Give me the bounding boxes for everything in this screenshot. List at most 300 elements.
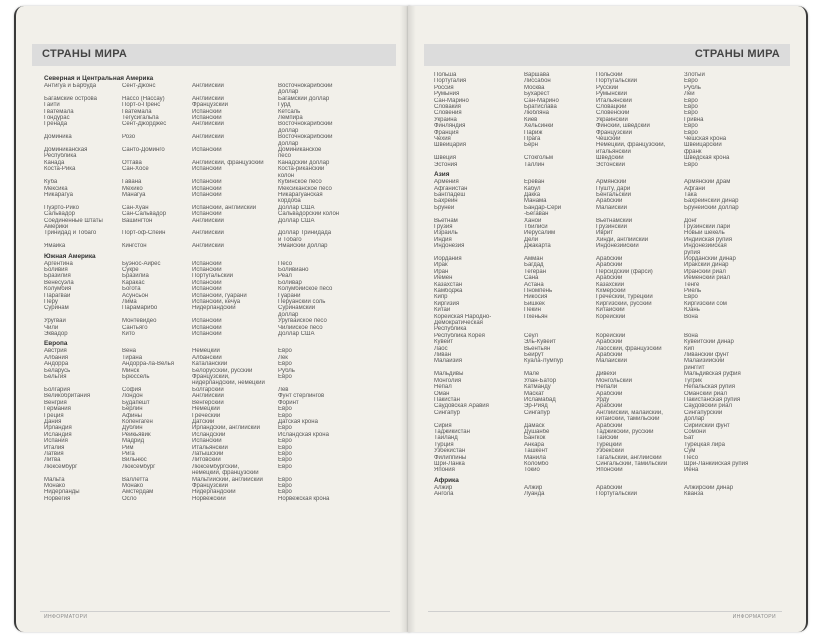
currency-name: Пакистанская рупия (684, 396, 741, 403)
country-name: Оман (434, 390, 450, 397)
language-name: Русский (596, 84, 619, 91)
capital-name: Порт-оф-Спейн (122, 230, 166, 237)
country-name: Тринидад и Тобаго (44, 230, 97, 237)
country-row (44, 496, 384, 502)
capital-name: Дакка (524, 191, 541, 198)
currency-name: Восточнокарибский (278, 134, 333, 141)
currency-name: Гурд (278, 102, 291, 109)
currency-name: Песо (278, 260, 293, 267)
language-name: итальянский (596, 148, 631, 155)
country-name: Андорра (44, 361, 69, 368)
currency-name: доллар (684, 416, 705, 423)
language-name: Пушту, дари (596, 185, 631, 192)
country-name: Чехия (434, 136, 451, 143)
language-name: Испанский (192, 147, 222, 154)
language-name: Корейский (596, 313, 626, 320)
language-name: Каталанский (192, 361, 228, 368)
capital-name: Любляна (524, 110, 550, 117)
currency-name: Вона (684, 313, 698, 320)
capital-name: Бишкек (524, 300, 545, 307)
currency-name: Евро (278, 482, 292, 489)
capital-name: Вена (122, 348, 136, 355)
currency-name: Евро (278, 348, 292, 355)
footer-rule (428, 611, 782, 612)
country-name: Йемен (434, 275, 453, 282)
country-name: Ирак (434, 262, 448, 269)
currency-name: Евро (278, 374, 292, 381)
language-name: Испанский, кечуа (192, 299, 241, 305)
currency-name: Датская крона (278, 418, 318, 425)
currency-name: Лемпира (278, 115, 303, 122)
country-row (44, 243, 384, 249)
currency-name: Боливар (278, 279, 302, 286)
page-footer: ИНФОРМАТОРИ (44, 614, 88, 620)
capital-name: Манама (524, 198, 547, 205)
currency-name: Евро (278, 444, 292, 451)
currency-name: Евро (278, 489, 292, 496)
language-name: Испанский (192, 166, 222, 173)
capital-name: Вьентьян (524, 345, 551, 352)
language-name: Узбекский (596, 448, 624, 455)
country-name: Нидерланды (44, 489, 80, 496)
currency-name: песо (278, 153, 291, 160)
country-name: Суринам (44, 305, 69, 312)
language-name: Немецкий, французский, (596, 142, 666, 149)
country-name: Иран (434, 268, 449, 275)
language-name: Испанский (192, 318, 222, 325)
region-heading: Европа (44, 340, 68, 348)
country-name: Китай (434, 307, 451, 314)
capital-name: Амстердам (122, 489, 154, 496)
currency-name: Така (684, 191, 697, 198)
capital-name: Астана (524, 281, 544, 288)
capital-name: Ереван (524, 179, 545, 186)
currency-name: Бахрейнский динар (684, 198, 739, 205)
country-name: Польша (434, 72, 457, 78)
capital-name: Манагуа (122, 191, 146, 198)
language-name: Армянский (596, 179, 627, 186)
country-name: Эстония (434, 161, 458, 168)
capital-name: Гватемала (122, 108, 152, 115)
currency-name: Гривна (684, 116, 704, 123)
language-name: Испанский (192, 211, 222, 218)
country-name: Латвия (44, 450, 64, 457)
language-name: Монгольский (596, 377, 632, 384)
country-name: Норвегия (44, 495, 71, 502)
country-name: Швеция (434, 155, 456, 162)
left-page-content (44, 72, 384, 502)
country-name: Эквадор (44, 331, 68, 338)
capital-name: Душанбе (524, 428, 550, 435)
currency-name: Лев (278, 386, 289, 393)
capital-name: Монако (122, 482, 144, 489)
language-name: Английский (192, 95, 224, 102)
capital-name: Куала-Лумпур (524, 358, 564, 365)
capital-name: Алжир (524, 484, 543, 491)
capital-name: Луанда (524, 491, 545, 498)
region-heading: Азия (434, 171, 450, 179)
currency-name: Багамский доллар (278, 95, 330, 102)
currency-name: Никарагуанская (278, 191, 323, 198)
language-name: Эстонский (596, 161, 625, 168)
right-page-content (434, 72, 784, 498)
capital-name: Кингстон (122, 243, 147, 250)
currency-name: Новый шекель (684, 230, 725, 237)
capital-name: Санто-Доминго (122, 147, 165, 154)
language-name: Французский (192, 102, 228, 109)
language-name: Английский (192, 83, 224, 89)
language-name: немецкий, французский (192, 470, 259, 477)
header-band (424, 44, 790, 66)
language-name: Итальянский (192, 444, 228, 451)
capital-name: Минск (122, 367, 140, 374)
currency-name: Евро (684, 97, 698, 104)
language-name: Португальский (192, 273, 234, 280)
country-name: Мексика (44, 185, 68, 192)
currency-name: Кетсаль (278, 108, 301, 115)
country-name: Куба (44, 179, 58, 186)
language-name: Испанский (192, 179, 222, 186)
country-name: Доминика (44, 134, 72, 141)
language-name: Непали (596, 384, 618, 391)
capital-name: Буэнос-Айрес (122, 260, 161, 267)
country-name: Ямайка (44, 243, 66, 250)
currency-name: Йеменский риал (684, 275, 730, 282)
language-name: Испанский (192, 191, 222, 198)
language-name: Киргизский, русский (596, 300, 652, 307)
language-name: Словацкий (596, 104, 627, 111)
capital-name: Монтевидео (122, 318, 157, 325)
country-name: Киргизия (434, 300, 460, 307)
language-name: Албанский (192, 354, 222, 361)
capital-name: Хельсинки (524, 123, 554, 130)
capital-name: Сантьяго (122, 324, 148, 331)
country-name: Республика Корея (434, 332, 485, 339)
currency-name: Доллар США (278, 204, 315, 211)
country-name: Ангола (434, 491, 454, 498)
country-name: Грузия (434, 223, 453, 230)
currency-name: Евро (278, 457, 292, 464)
country-name: Непал (434, 384, 452, 391)
currency-name: Суринамский (278, 305, 316, 312)
capital-name: Асунсьон (122, 292, 149, 299)
language-name: Арабский (596, 255, 623, 262)
language-name: Нидерландский (192, 489, 236, 496)
currency-name: Рубль (278, 367, 295, 374)
country-name: Никарагуа (44, 191, 73, 198)
right-page (408, 6, 808, 632)
capital-name: Иерусалим (524, 230, 556, 237)
language-name: Арабский (596, 422, 623, 429)
capital-name: Бухарест (524, 91, 550, 98)
country-row (44, 331, 384, 337)
country-row (434, 491, 784, 497)
country-name: Япония (434, 467, 455, 474)
region-heading: Южная Америка (44, 252, 96, 260)
capital-name: Дели (524, 236, 539, 243)
capital-name: Токио (524, 467, 540, 474)
language-name: Арабский (596, 275, 623, 282)
country-name: Вьетнам (434, 217, 458, 224)
capital-name: Манила (524, 454, 546, 461)
country-name: Сальвадор (44, 211, 75, 218)
language-name: Тагальский, английский (596, 454, 662, 461)
country-name: Гренада (44, 121, 68, 128)
currency-name: Армянский драм (684, 179, 731, 186)
country-name: Монако (44, 482, 66, 489)
currency-name: и Тобаго (278, 236, 302, 243)
language-name: Финский, шведский (596, 123, 650, 130)
country-name: Австрия (44, 348, 67, 355)
currency-name: Евро (684, 129, 698, 136)
capital-name: Лиссабон (524, 78, 551, 85)
language-name: Урду (596, 396, 610, 403)
country-name: Швейцария (434, 142, 467, 149)
capital-name: Копенгаген (122, 418, 153, 425)
country-name: Антигуа и Барбуда (44, 83, 97, 89)
language-name: Английский (192, 121, 224, 128)
country-name: Саудовская Аравия (434, 403, 489, 410)
language-name: Мальтийский, английский (192, 476, 263, 483)
capital-name: Афины (122, 412, 142, 419)
language-name: Английский, малайский, (596, 409, 663, 416)
capital-name: Розо (122, 134, 136, 141)
capital-name: Исламабад (524, 396, 556, 403)
country-name: Казахстан (434, 281, 463, 288)
language-name: Немецкий (192, 348, 220, 355)
language-name: Чешский (596, 136, 621, 143)
language-name: Арабский (596, 339, 623, 346)
book-gutter (400, 6, 416, 632)
currency-name: Индийская рупия (684, 236, 732, 243)
capital-name: Маскат (524, 390, 545, 397)
capital-name: Будапешт (122, 399, 150, 406)
country-name: Армения (434, 179, 459, 186)
currency-name: Лей (684, 91, 695, 98)
country-name: Пакистан (434, 396, 460, 403)
currency-name: Лек (278, 354, 288, 361)
language-name: Бенгальский (596, 191, 631, 198)
language-name: Арабский (596, 484, 623, 491)
capital-name: Сент-Джорджес (122, 121, 167, 128)
country-name: Сирия (434, 422, 452, 429)
capital-name: Эр-Рияд (524, 403, 548, 410)
currency-name: Уругвайское песо (278, 318, 327, 325)
country-name: Сингапур (434, 409, 460, 416)
country-name: Филиппины (434, 454, 467, 461)
capital-name: Мехико (122, 185, 143, 192)
capital-name: Порт-о-Пренс (122, 102, 161, 109)
currency-name: доллар (278, 89, 299, 96)
capital-name: Пекин (524, 307, 541, 314)
country-name: Доминиканская (44, 147, 88, 154)
capital-name: Сент-Джонс (122, 83, 156, 89)
language-name: Английский (192, 393, 224, 400)
capital-name: Москва (524, 84, 545, 91)
capital-name: Валлетта (122, 476, 149, 483)
country-name: Португалия (434, 78, 467, 85)
currency-name: Перуанский соль (278, 299, 326, 305)
currency-name: Реал (278, 273, 292, 280)
capital-name: Тирана (122, 354, 143, 361)
language-name: Вьетнамский (596, 217, 633, 224)
currency-name: Алжирский динар (684, 484, 734, 491)
capital-name: Бандар-Сери (524, 204, 562, 211)
language-name: Испанский (192, 438, 222, 445)
country-name: Россия (434, 84, 454, 91)
capital-name: Богота (122, 286, 141, 293)
currency-name: Ямайский доллар (278, 243, 328, 250)
language-name: Лаосский, французский (596, 345, 662, 352)
currency-name: Форинт (278, 399, 299, 406)
currency-name: Колумбийское песо (278, 286, 333, 293)
capital-name: Андорра-ла-Велья (122, 361, 175, 368)
currency-name: Чешская крона (684, 136, 727, 143)
language-name: Французский, (192, 374, 230, 381)
language-name: Испанский (192, 279, 222, 286)
currency-name: Евро (278, 476, 292, 483)
currency-name: Евро (684, 123, 698, 130)
capital-name: Сана (524, 275, 539, 282)
country-name: Аргентина (44, 260, 73, 267)
capital-name: Пномпень (524, 288, 553, 294)
capital-name: Таллин (524, 161, 545, 168)
country-name: Венесуэла (44, 279, 74, 286)
language-name: Болгарский (192, 386, 224, 393)
currency-name: Кубинское песо (278, 179, 322, 186)
currency-name: Швейцарский (684, 142, 722, 149)
language-name: Китайский (596, 307, 625, 314)
currency-name: Доминиканское (278, 147, 322, 154)
currency-name: Юань (684, 307, 700, 314)
language-name: Английский (192, 243, 224, 250)
language-name: Нидерландский (192, 305, 236, 312)
language-name: китайский, тамильский (596, 416, 660, 423)
language-name: Арабский (596, 352, 623, 359)
country-name: Кипр (434, 294, 448, 301)
currency-name: Шведская крона (684, 155, 730, 162)
capital-name: Улан-Батор (524, 377, 557, 384)
capital-name: Эль-Кувейт (524, 339, 556, 346)
currency-name: колон (278, 172, 295, 179)
country-name: Индонезия (434, 243, 465, 250)
currency-name: Брунейский доллар (684, 204, 739, 211)
language-name: Исландский (192, 431, 226, 438)
language-name: Испанский (192, 266, 222, 273)
language-name: Таджикский, русский (596, 428, 654, 435)
country-name: Люксембург (44, 463, 78, 470)
capital-name: Багдад (524, 262, 544, 269)
currency-name: Боливиано (278, 266, 309, 273)
capital-name: Варшава (524, 72, 550, 78)
currency-name: Риель (684, 288, 702, 294)
currency-name: Гуарани (278, 292, 301, 299)
capital-name: Коломбо (524, 460, 549, 467)
currency-name: Киргизский сом (684, 300, 727, 307)
language-name: Испанский, английский (192, 204, 257, 211)
language-name: Сингальский, тамильский (596, 460, 668, 467)
capital-name: Сан-Хуан (122, 204, 149, 211)
language-name: Арабский (596, 198, 623, 205)
capital-name: Ташкент (524, 448, 548, 455)
currency-name: Исландская крона (278, 431, 329, 438)
capital-name: Париж (524, 129, 543, 136)
country-name: Великобритания (44, 393, 91, 400)
country-name: Демократическая (434, 320, 483, 327)
currency-name: Норвежская крона (278, 495, 330, 502)
language-name: Казахский (596, 281, 625, 288)
country-name: Канада (44, 159, 65, 166)
capital-name: Сан-Марино (524, 97, 559, 104)
language-name: Украинский (596, 116, 628, 123)
country-name: Кувейт (434, 339, 454, 346)
country-name: Италия (44, 444, 65, 451)
country-name: Венгрия (44, 399, 67, 406)
capital-name: Рига (122, 450, 135, 457)
language-name: Испанский (192, 185, 222, 192)
country-name: Румыния (434, 91, 460, 98)
capital-name: Вильнюс (122, 457, 147, 464)
language-name: Испанский, гуарани (192, 292, 247, 299)
capital-name: Нассо (Нассау) (122, 95, 165, 102)
currency-name: Мексиканское песо (278, 185, 332, 192)
capital-name: Сан-Хосе (122, 166, 149, 173)
capital-name: Осло (122, 495, 137, 502)
currency-name: Канадский доллар (278, 159, 330, 166)
language-name: Английский (192, 230, 224, 237)
language-name: Арабский (596, 262, 623, 269)
language-name: Португальский (596, 78, 638, 85)
country-name: Республика (44, 153, 77, 160)
country-name: Таджикистан (434, 428, 470, 435)
currency-name: Евро (684, 104, 698, 111)
country-name: Греция (44, 412, 64, 419)
country-name: Албания (44, 354, 69, 361)
language-name: Венгерский (192, 399, 224, 406)
capital-name: Бейрут (524, 352, 544, 359)
capital-name: Сукре (122, 266, 139, 273)
capital-name: Кито (122, 331, 135, 338)
currency-name: Кванза (684, 491, 704, 498)
capital-name: Джакарта (524, 243, 551, 250)
country-name: Боливия (44, 266, 68, 273)
language-name: Французский (596, 129, 632, 136)
language-name: Турецкий (596, 441, 622, 448)
country-name: Коста-Рика (44, 166, 76, 173)
language-name: Испанский (192, 286, 222, 293)
country-name: Дания (44, 418, 62, 425)
language-name: Испанский (192, 324, 222, 331)
language-name: Польский (596, 72, 623, 78)
country-name: Ливан (434, 352, 452, 359)
currency-name: Мальдивская руфия (684, 371, 741, 378)
currency-name: Сирийский фунт (684, 422, 730, 429)
country-name: Узбекистан (434, 448, 466, 455)
country-name: Словакия (434, 104, 461, 111)
capital-name: Лондон (122, 393, 143, 400)
header-band (32, 44, 396, 66)
currency-name: Фунт стерлингов (278, 393, 325, 400)
capital-name: Тегусигальпа (122, 115, 159, 122)
capital-name: Пхеньян (524, 313, 548, 320)
currency-name: Оманский риал (684, 390, 727, 397)
currency-name: ринггит (684, 364, 705, 371)
country-name: Бельгия (44, 374, 67, 381)
currency-name: Кувейтский динар (684, 339, 734, 346)
language-name: Словенский (596, 110, 630, 117)
currency-name: Злотый (684, 72, 705, 78)
language-name: Грузинский (596, 223, 627, 230)
